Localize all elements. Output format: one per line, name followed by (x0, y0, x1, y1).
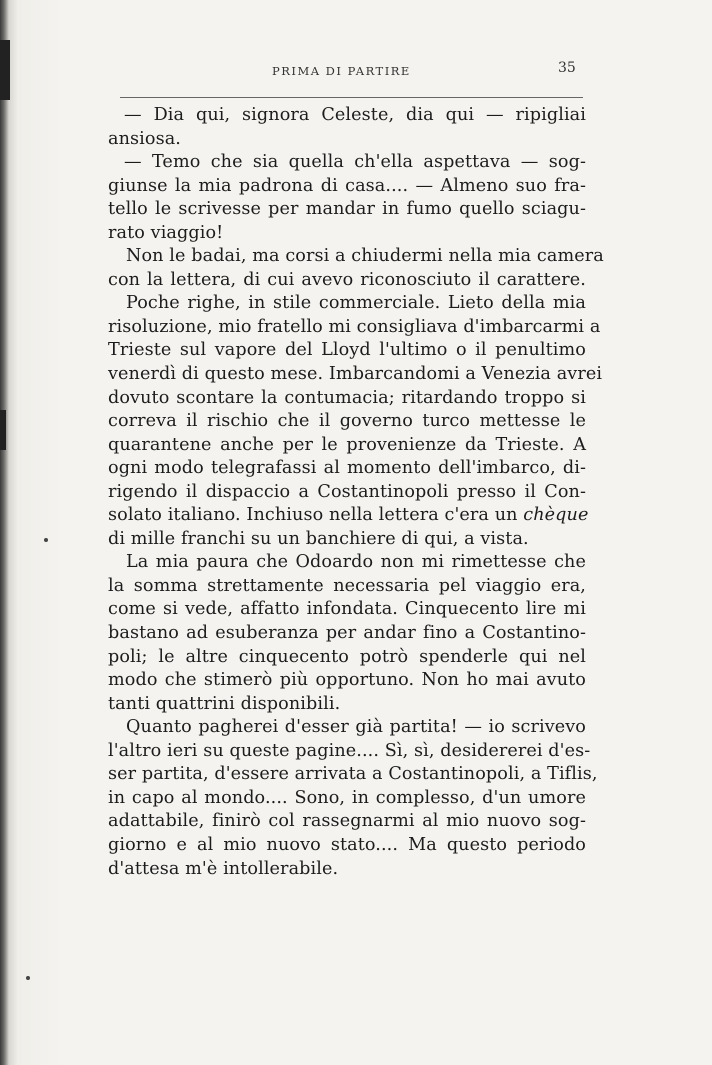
text-run: solato italiano. Inchiuso nella lettera c'era un (108, 505, 518, 526)
text-line: con la lettera, di cui avevo riconosciuto il carattere. (108, 269, 586, 290)
text-line: d'attesa m'è intollerabile. (108, 858, 339, 879)
italic-word: chèque (523, 505, 589, 526)
text-line: tanti quattrini disponibili. (108, 693, 341, 714)
binding-shadow (0, 410, 6, 450)
text-line: Poche righe, in stile commerciale. Lieto della mia (126, 293, 586, 314)
text-line: giorno e al mio nuovo stato.... Ma questo periodo (108, 834, 586, 855)
text-line: ser partita, d'essere arrivata a Costantinopoli, a Tiflis, (108, 764, 598, 785)
page-body (108, 104, 604, 881)
text-line: di mille franchi su un banchiere di qui, a vista. (108, 528, 529, 549)
header-rule (120, 97, 583, 98)
text-line: adattabile, finirò col rassegnarmi al mio nuovo sog- (108, 811, 586, 832)
text-line: ogni modo telegrafassi al momento dell'imbarco, di- (108, 458, 586, 479)
text-line: Non le badai, ma corsi a chiudermi nella mia camera (126, 246, 604, 267)
text-line: la somma strettamente necessaria pel viaggio era, (108, 575, 586, 596)
text-line: rigendo il dispaccio a Costantinopoli presso il Con- (108, 481, 586, 502)
ink-speck (44, 538, 48, 542)
text-line: modo che stimerò più opportuno. Non ho mai avuto (108, 670, 586, 691)
text-line: risoluzione, mio fratello mi consigliava d'imbarcarmi a (108, 316, 601, 337)
ink-speck (26, 976, 30, 980)
text-line: — Temo che sia quella ch'ella aspettava — sog- (124, 152, 586, 173)
text-line: quarantene anche per le provenienze da Trieste. A (108, 434, 586, 455)
text-line: poli; le altre cinquecento potrò spenderle qui nel (108, 646, 586, 667)
page-number: 35 (558, 60, 576, 76)
text-line: correva il rischio che il governo turco mettesse le (108, 411, 586, 432)
text-line: Quanto pagherei d'esser già partita! — io scrivevo (126, 717, 586, 738)
text-line: tello le scrivesse per mandar in fumo quello sciagu- (108, 199, 586, 220)
text-line: in capo al mondo.... Sono, in complesso, d'un umore (108, 787, 586, 808)
text-line: La mia paura che Odoardo non mi rimettesse che (126, 552, 586, 573)
running-title: PRIMA DI PARTIRE (272, 64, 411, 78)
text-line: ansiosa. (108, 128, 181, 149)
text-line: come si vede, affatto infondata. Cinquecento lire mi (108, 599, 586, 620)
text-line: rato viaggio! (108, 222, 224, 243)
text-line: l'altro ieri su queste pagine.... Sì, sì, desidererei d'es- (108, 740, 591, 761)
text-line: dovuto scontare la contumacia; ritardando troppo si (108, 387, 586, 408)
text-line: bastano ad esuberanza per andar fino a Costantino- (108, 623, 586, 644)
binding-shadow (0, 40, 10, 100)
text-line: venerdì di questo mese. Imbarcandomi a Venezia avrei (108, 364, 603, 385)
text-line: Trieste sul vapore del Lloyd l'ultimo o il penultimo (108, 340, 586, 361)
text-line: — Dia qui, signora Celeste, dia qui — ripigliai (124, 105, 586, 125)
text-line (108, 504, 589, 528)
text-line: giunse la mia padrona di casa.... — Almeno suo fra- (108, 175, 586, 196)
